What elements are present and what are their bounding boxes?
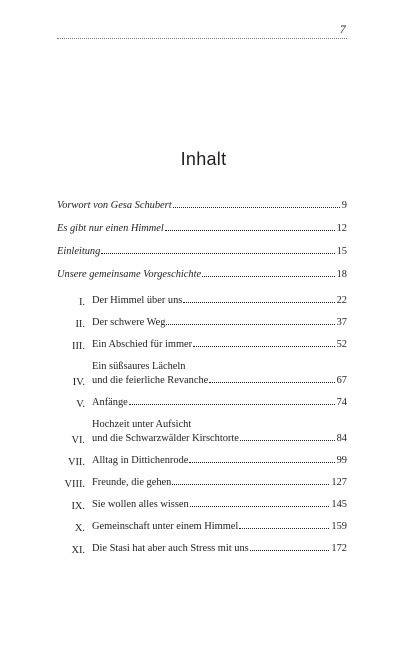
- chapter-page: 74: [336, 397, 347, 408]
- front-matter-list: [57, 190, 347, 282]
- toc-entry-title: Einleitung: [57, 246, 101, 257]
- toc-entry-page: 12: [336, 223, 347, 234]
- page-title: Inhalt: [180, 149, 227, 169]
- dot-leader: [183, 302, 334, 303]
- chapter-title-block: [92, 360, 347, 388]
- dot-leader: [240, 440, 335, 441]
- toc-chapter-entry[interactable]: [57, 542, 347, 556]
- toc-entry-title: Unsere gemeinsame Vorgeschichte: [57, 269, 202, 280]
- chapter-title: Der Himmel über uns: [92, 295, 183, 306]
- toc-chapter-entry[interactable]: [57, 338, 347, 352]
- chapter-title-block: [92, 454, 347, 468]
- dot-leader: [166, 324, 334, 325]
- chapter-title: Anfänge: [92, 397, 128, 408]
- chapter-title-block: [92, 418, 347, 446]
- dot-leader: [202, 276, 335, 277]
- chapter-number: I.: [78, 297, 85, 308]
- header-rule: [57, 38, 347, 39]
- chapter-number: V.: [76, 399, 85, 410]
- chapter-title-block: [92, 520, 347, 534]
- chapter-title-final-line: [92, 542, 347, 556]
- chapter-title-block: [92, 316, 347, 330]
- chapter-page: 99: [336, 455, 347, 466]
- chapter-page: 84: [336, 433, 347, 444]
- toc-chapter-entry[interactable]: [57, 418, 347, 446]
- chapter-page: 37: [336, 317, 347, 328]
- chapter-title-final-line: [92, 476, 347, 490]
- chapter-page: 127: [331, 477, 347, 488]
- toc-entry[interactable]: [57, 259, 347, 282]
- chapter-title-block: [92, 542, 347, 556]
- chapter-number: X.: [74, 523, 85, 534]
- chapter-page: 52: [336, 339, 347, 350]
- dot-leader: [193, 346, 334, 347]
- dot-leader: [190, 506, 330, 507]
- toc-chapter-entry[interactable]: [57, 476, 347, 490]
- chapter-title-line: Hochzeit unter Aufsicht: [92, 419, 192, 430]
- chapter-page: 22: [336, 295, 347, 306]
- chapter-number: III.: [72, 341, 85, 352]
- dot-leader: [165, 230, 335, 231]
- chapter-number: XI.: [71, 545, 85, 556]
- chapter-title-block: [92, 396, 347, 410]
- chapter-title: Die Stasi hat aber auch Stress mit uns: [92, 543, 249, 554]
- chapter-number: IV.: [72, 377, 85, 388]
- chapter-page: 159: [331, 521, 347, 532]
- toc-entry[interactable]: [57, 236, 347, 259]
- chapter-number: VIII.: [64, 479, 85, 490]
- chapter-title-block: [92, 294, 347, 308]
- chapter-title-final-line: [92, 396, 347, 410]
- toc-entry-title: Vorwort von Gesa Schubert: [57, 200, 172, 211]
- chapter-title-final-line: [92, 294, 347, 308]
- chapter-title-final-line: [92, 498, 347, 512]
- chapter-title-block: [92, 498, 347, 512]
- chapter-title-final-line: [92, 316, 347, 330]
- toc-chapter-entry[interactable]: [57, 520, 347, 534]
- chapter-number: IX.: [71, 501, 85, 512]
- chapter-title: Ein Abschied für immer: [92, 339, 193, 350]
- toc-chapter-entry[interactable]: [57, 316, 347, 330]
- chapter-page: 145: [331, 499, 347, 510]
- toc-entry[interactable]: [57, 213, 347, 236]
- chapter-page: 172: [331, 543, 347, 554]
- dot-leader: [101, 253, 334, 254]
- toc-chapter-entry[interactable]: [57, 360, 347, 388]
- chapter-title-final-line: [92, 338, 347, 352]
- chapter-title-block: [92, 476, 347, 490]
- chapter-title: Freunde, die gehen: [92, 477, 172, 488]
- toc-entry-page: 18: [336, 269, 347, 280]
- chapter-title: Alltag in Dittichenrode: [92, 455, 189, 466]
- dot-leader: [129, 404, 335, 405]
- chapter-number: VI.: [71, 435, 85, 446]
- page-number: 7: [339, 22, 346, 36]
- dot-leader: [239, 528, 329, 529]
- toc-entry[interactable]: [57, 190, 347, 213]
- chapter-number: VII.: [67, 457, 85, 468]
- chapter-title-line: Ein süßsaures Lächeln: [92, 361, 186, 372]
- chapter-title-final-line: [92, 432, 347, 446]
- chapter-title-final-line: [92, 374, 347, 388]
- dot-leader: [209, 382, 334, 383]
- chapter-title-final-line: [92, 454, 347, 468]
- toc-chapter-entry[interactable]: [57, 454, 347, 468]
- dot-leader: [172, 484, 329, 485]
- dot-leader: [173, 207, 340, 208]
- toc-entry-page: 15: [336, 246, 347, 257]
- toc-entry-title: Es gibt nur einen Himmel: [57, 223, 164, 234]
- chapter-title-block: [92, 338, 347, 352]
- toc-entry-page: 9: [341, 200, 347, 211]
- toc-chapter-entry[interactable]: [57, 294, 347, 308]
- toc-chapter-entry[interactable]: [57, 498, 347, 512]
- dot-leader: [189, 462, 334, 463]
- chapter-title: Gemeinschaft unter einem Himmel: [92, 521, 239, 532]
- chapter-title: Sie wollen alles wissen: [92, 499, 189, 510]
- chapter-title: und die feierliche Revanche: [92, 375, 209, 386]
- chapter-title: Der schwere Weg: [92, 317, 166, 328]
- chapter-number: II.: [75, 319, 85, 330]
- dot-leader: [250, 550, 330, 551]
- chapter-title-final-line: [92, 520, 347, 534]
- chapter-title: und die Schwarzwälder Kirschtorte: [92, 433, 239, 444]
- chapter-list: [57, 294, 347, 564]
- chapter-page: 67: [336, 375, 347, 386]
- toc-chapter-entry[interactable]: [57, 396, 347, 410]
